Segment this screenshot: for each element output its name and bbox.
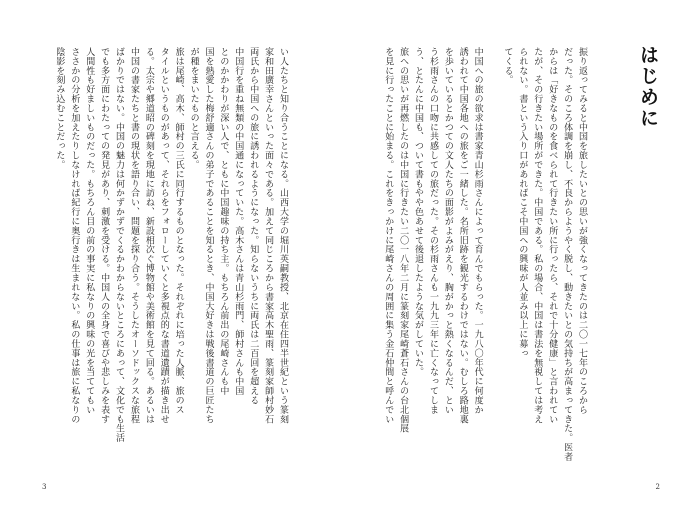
right-page bbox=[350, 0, 700, 515]
left-page-line: ばかりではない。中国の魅力は何かずかずでくるかわからないところにあって、文化でも生活 bbox=[114, 47, 125, 443]
left-page-line: 国を熱愛した梅舒適さんの弟子であることを知るとき、中国大好きは戦後書道の巨匠たち bbox=[203, 47, 214, 424]
left-page-line: 陰影を刻み込むことだった。 bbox=[54, 47, 65, 170]
right-page-line: られない。書という入り口があればこそ中国への興味が人並み以上に募っ bbox=[517, 47, 528, 358]
left-page-line: い人たちと知り合うことになる。山西大学の堀川英嗣教授、北京在住四半世紀という篆刻 bbox=[278, 47, 288, 424]
left-page-line: とのかかわりが深い人で、ともに中国趣味の持ち主。もちろん前出の尾崎さんも中 bbox=[218, 47, 229, 396]
left-page-line: タイルというものがあって、それらをフォローしていくと多視点的な書道遺蹟が描き出せ bbox=[158, 47, 169, 424]
left-page-line: 人間性も好ましいものだった。もちろん目の前の事実に私なりの興味の光を当ててもい bbox=[84, 47, 95, 415]
left-page-line: 家和田廣幸さんといった面々である。加えて同じころから書家高木聖雨、篆刻家師村妙石 bbox=[263, 47, 274, 424]
chapter-title: はじめに bbox=[637, 45, 659, 129]
right-page-line: を見に行ったことに始まる。これをきっかけに尾崎さんの周囲に集う金石仲間と呼んでい bbox=[383, 47, 394, 424]
right-page-line: たが、その行きたい場所ができた。中国である。私の場合、中国は書法を無視しては考え bbox=[532, 47, 543, 424]
right-page-line: う杉雨さんの口吻に共感しての旅だった。その杉雨さんも一九九三年に亡くなってしま bbox=[427, 47, 438, 415]
left-page-line: ささかの分析を加えたりしなければ紀行に奥行きは生まれない。私の仕事は旅に私なりの bbox=[69, 47, 80, 424]
left-page-line: 両氏から中国への旅に誘われるようになった。知らないうちに両氏は二百回を超える bbox=[248, 47, 259, 405]
right-page-line: 中国への旅の欲求は書家青山杉雨さんによって育んでもらった。一九八〇年代に何度か bbox=[472, 47, 483, 415]
right-page-line: う、とたんに中国も、ついて書もやや色あせて後退したような気がしていた。 bbox=[413, 47, 424, 377]
left-page-body bbox=[52, 47, 291, 467]
right-page-line: 振り返ってみると中国を旅したいとの思いが強くなってきたのは二〇一七年のころから bbox=[577, 47, 587, 415]
right-page-number: 2 bbox=[655, 483, 660, 491]
left-page-line: 旅は尾崎、高木、師村の三氏に同行するものとなった。それぞれに培った人脈、旅のス bbox=[173, 47, 184, 415]
right-page-line: を歩いているとかつての文人たちの面影がよみがえり、胸がかっと熱くなるんだ、とい bbox=[442, 47, 453, 415]
left-page-line: 中国行を重ね無類の中国通になっていた。高木さんは青山杉雨門、師村さんも中国 bbox=[233, 47, 244, 396]
left-page-line: 中国の書家たちと書の現状を語り合い、問題を探り合う。そうしたオーソドックスな旅程 bbox=[128, 47, 139, 424]
left-page-line: る。太宗や郷道昭の碑刻を現地に訪ね、新設相次ぐ博物館や美術館を見て回る。あるいは bbox=[143, 47, 154, 424]
right-page-line: 誘われて中国各地への旅をご一緒した。名所旧跡を観光するわけではない。むしろ路地裏 bbox=[457, 47, 468, 424]
right-page-line: からは「好きなものを食べられて行きたい所に行ったら、それで十分健康」と言われてい bbox=[547, 47, 558, 424]
left-page-line: でも多方面にわたっての発見があり、刺激を受ける。中国人の全身で喜びや悲しみを表す bbox=[99, 47, 110, 424]
left-page-line: が種をまいたものと言える。 bbox=[188, 47, 199, 170]
right-page-body bbox=[380, 47, 589, 467]
right-page-line: てくる。 bbox=[502, 47, 513, 85]
right-page-line: 旅への思いが再燃したのは中国に行きたい二〇一八年二月に篆刻家尾崎蒼石さんの台北個展 bbox=[398, 47, 409, 434]
left-page-number: 3 bbox=[42, 483, 47, 491]
right-page-line: だった。そのころ体調を崩し、不良からようやく脱し、動きたいとの気持ちが高まってきた。医者 bbox=[562, 47, 573, 462]
